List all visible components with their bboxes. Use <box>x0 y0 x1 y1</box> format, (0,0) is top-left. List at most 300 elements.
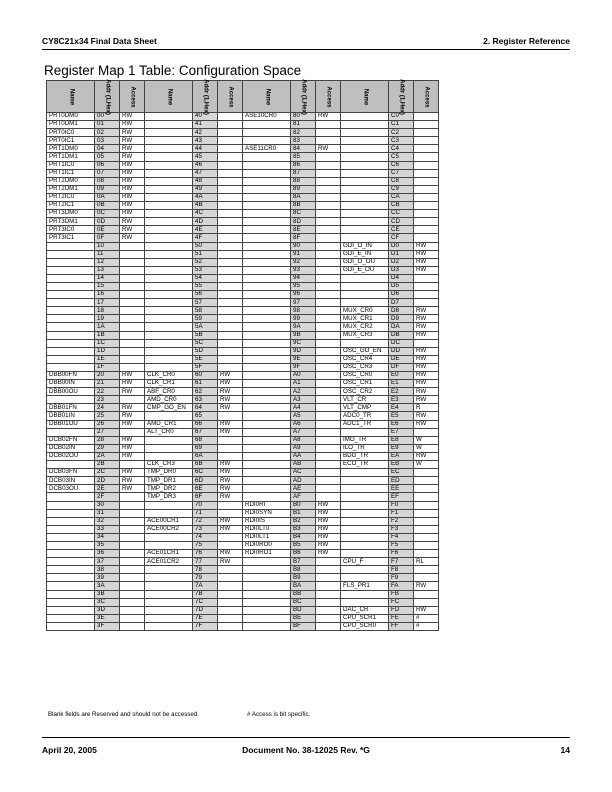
register-address: C9 <box>389 185 414 193</box>
register-name: OSC_CR1 <box>341 380 389 388</box>
register-name <box>243 210 291 218</box>
page-header <box>42 36 570 50</box>
register-access: RW <box>120 420 145 428</box>
register-name <box>341 501 389 509</box>
register-access <box>218 347 243 355</box>
register-access <box>218 315 243 323</box>
register-access <box>316 161 341 169</box>
register-address: 17 <box>95 299 120 307</box>
register-address: FE <box>389 614 414 622</box>
register-address: CA <box>389 193 414 201</box>
register-access: RW <box>120 202 145 210</box>
register-name <box>341 477 389 485</box>
register-name: ASE11CR0 <box>243 145 291 153</box>
register-access <box>316 185 341 193</box>
table-row <box>47 412 439 420</box>
register-address: AF <box>291 493 316 501</box>
register-name <box>47 274 95 282</box>
register-access <box>120 339 145 347</box>
register-access <box>316 606 341 614</box>
register-name: ASE10CR0 <box>243 113 291 121</box>
register-address: 3D <box>95 606 120 614</box>
register-address: EB <box>389 461 414 469</box>
register-name <box>47 355 95 363</box>
register-access: RW <box>414 258 439 266</box>
register-address: F1 <box>389 509 414 517</box>
table-row <box>47 420 439 428</box>
register-name <box>341 566 389 574</box>
table-row <box>47 558 439 566</box>
register-access <box>316 380 341 388</box>
register-name: MUX_CR3 <box>341 331 389 339</box>
register-address: 2E <box>95 485 120 493</box>
table-row <box>47 436 439 444</box>
register-name: CMP_GO_EN <box>145 404 193 412</box>
register-name <box>243 372 291 380</box>
register-name: PRT1DM0 <box>47 145 95 153</box>
register-address: 52 <box>193 258 218 266</box>
register-address: 46 <box>193 161 218 169</box>
register-address: 87 <box>291 169 316 177</box>
register-access <box>316 137 341 145</box>
register-address: 67 <box>193 428 218 436</box>
register-name <box>47 517 95 525</box>
register-access <box>316 590 341 598</box>
register-name <box>341 282 389 290</box>
register-address: AB <box>291 461 316 469</box>
register-access <box>218 355 243 363</box>
register-address: 28 <box>95 436 120 444</box>
register-address: 01 <box>95 121 120 129</box>
register-name <box>145 501 193 509</box>
register-access <box>414 598 439 606</box>
register-address: 7B <box>193 590 218 598</box>
register-access <box>218 145 243 153</box>
register-address: 66 <box>193 420 218 428</box>
register-name <box>341 226 389 234</box>
register-name: PRT1IC1 <box>47 169 95 177</box>
register-address: 1E <box>95 355 120 363</box>
register-name <box>47 250 95 258</box>
register-access: RW <box>316 541 341 549</box>
register-address: 82 <box>291 129 316 137</box>
register-name <box>145 129 193 137</box>
register-address: 3B <box>95 590 120 598</box>
register-address: E3 <box>389 396 414 404</box>
register-name <box>145 541 193 549</box>
register-address: 05 <box>95 153 120 161</box>
table-row <box>47 550 439 558</box>
register-access <box>316 226 341 234</box>
table-row <box>47 444 439 452</box>
table-row <box>47 428 439 436</box>
register-access <box>218 202 243 210</box>
register-address: DD <box>389 347 414 355</box>
register-address: 5F <box>193 363 218 371</box>
register-address: 0D <box>95 218 120 226</box>
register-name <box>47 315 95 323</box>
register-access: RW <box>218 388 243 396</box>
register-name <box>243 558 291 566</box>
register-address: BD <box>291 606 316 614</box>
table-row <box>47 339 439 347</box>
register-access <box>120 509 145 517</box>
section-title: 2. Register Reference <box>483 36 570 46</box>
register-address: 96 <box>291 291 316 299</box>
register-access <box>316 582 341 590</box>
register-name <box>47 574 95 582</box>
register-name: PRT2IC0 <box>47 193 95 201</box>
register-name <box>47 323 95 331</box>
register-address: B0 <box>291 501 316 509</box>
register-address: 6D <box>193 477 218 485</box>
register-address: 77 <box>193 558 218 566</box>
register-address: 2A <box>95 452 120 460</box>
register-access: RW <box>218 461 243 469</box>
register-access <box>316 193 341 201</box>
register-address: EF <box>389 493 414 501</box>
register-name <box>243 323 291 331</box>
register-name <box>145 291 193 299</box>
register-address: BB <box>291 590 316 598</box>
register-address: 0C <box>95 210 120 218</box>
register-access <box>414 185 439 193</box>
register-name <box>341 169 389 177</box>
register-access <box>120 291 145 299</box>
register-address: 07 <box>95 169 120 177</box>
register-name <box>341 509 389 517</box>
register-address: A2 <box>291 388 316 396</box>
register-address: C2 <box>389 129 414 137</box>
register-access <box>120 501 145 509</box>
register-address: DA <box>389 323 414 331</box>
register-name <box>47 331 95 339</box>
register-access <box>316 428 341 436</box>
register-access <box>120 242 145 250</box>
register-name <box>243 129 291 137</box>
register-access <box>120 282 145 290</box>
register-name <box>145 315 193 323</box>
register-name <box>47 258 95 266</box>
register-name: OSC_CR4 <box>341 355 389 363</box>
register-access <box>316 307 341 315</box>
access-header <box>414 81 439 113</box>
register-access: RW <box>120 169 145 177</box>
register-access <box>414 282 439 290</box>
register-address: A9 <box>291 444 316 452</box>
register-access: RW <box>414 331 439 339</box>
register-address: 95 <box>291 282 316 290</box>
register-address: 3C <box>95 598 120 606</box>
table-row <box>47 461 439 469</box>
register-access <box>218 113 243 121</box>
register-name: RDI0RI <box>243 501 291 509</box>
register-access <box>120 517 145 525</box>
register-address: 04 <box>95 145 120 153</box>
register-access <box>316 331 341 339</box>
register-access <box>120 614 145 622</box>
register-name <box>243 242 291 250</box>
register-address: A8 <box>291 436 316 444</box>
table-row <box>47 501 439 509</box>
register-access: RW <box>120 210 145 218</box>
table-row <box>47 355 439 363</box>
register-name <box>47 266 95 274</box>
register-address: 34 <box>95 533 120 541</box>
register-name <box>341 274 389 282</box>
register-name <box>243 622 291 630</box>
table-row <box>47 234 439 242</box>
register-access: RW <box>414 363 439 371</box>
register-address: CE <box>389 226 414 234</box>
name-header <box>47 81 95 113</box>
table-row <box>47 404 439 412</box>
reserved-note: Blank fields are Reserved and should not be accessed. <box>48 711 199 718</box>
column-header-label: Addr (1,Hex) <box>202 78 209 115</box>
register-access <box>316 598 341 606</box>
column-header-label: Access <box>129 85 136 108</box>
table-row <box>47 121 439 129</box>
register-address: ED <box>389 477 414 485</box>
register-address: C6 <box>389 161 414 169</box>
register-name <box>243 315 291 323</box>
register-address: DE <box>389 355 414 363</box>
column-header-label: Addr (1,Hex) <box>398 78 405 115</box>
register-address: 72 <box>193 517 218 525</box>
register-address: EA <box>389 452 414 460</box>
register-address: 29 <box>95 444 120 452</box>
register-access <box>218 193 243 201</box>
register-address: FD <box>389 606 414 614</box>
register-access <box>120 258 145 266</box>
register-access: RW <box>414 315 439 323</box>
register-address: 54 <box>193 274 218 282</box>
table-row <box>47 509 439 517</box>
register-access <box>120 606 145 614</box>
register-access <box>120 582 145 590</box>
register-name: ACE00CR1 <box>145 517 193 525</box>
register-address: 39 <box>95 574 120 582</box>
register-access <box>218 299 243 307</box>
register-name: OSC_CR2 <box>341 388 389 396</box>
register-access <box>218 574 243 582</box>
register-access <box>316 315 341 323</box>
register-access <box>316 250 341 258</box>
table-row <box>47 307 439 315</box>
register-address: 9B <box>291 331 316 339</box>
table-row <box>47 363 439 371</box>
register-access <box>414 226 439 234</box>
register-access <box>316 129 341 137</box>
register-access <box>316 469 341 477</box>
register-address: C3 <box>389 137 414 145</box>
register-name <box>145 355 193 363</box>
table-row <box>47 315 439 323</box>
register-name <box>145 574 193 582</box>
register-address: B8 <box>291 566 316 574</box>
register-address: CB <box>389 202 414 210</box>
register-name <box>243 282 291 290</box>
register-name: ADC1_TR <box>341 420 389 428</box>
register-name <box>47 614 95 622</box>
register-address: F4 <box>389 533 414 541</box>
register-address: 68 <box>193 436 218 444</box>
register-address: D7 <box>389 299 414 307</box>
register-access: RW <box>414 380 439 388</box>
register-access: RW <box>316 533 341 541</box>
register-name <box>341 550 389 558</box>
register-address: 9C <box>291 339 316 347</box>
register-access: RW <box>414 307 439 315</box>
register-address: 4F <box>193 234 218 242</box>
register-address: 3A <box>95 582 120 590</box>
register-name <box>243 137 291 145</box>
register-access <box>218 331 243 339</box>
register-address: E7 <box>389 428 414 436</box>
register-address: D6 <box>389 291 414 299</box>
register-address: 00 <box>95 113 120 121</box>
register-access <box>316 558 341 566</box>
register-access <box>414 161 439 169</box>
register-access <box>218 566 243 574</box>
register-access <box>414 129 439 137</box>
column-header-label: Access <box>325 85 332 108</box>
access-header <box>120 81 145 113</box>
register-address: 26 <box>95 420 120 428</box>
register-name <box>47 347 95 355</box>
register-access <box>120 550 145 558</box>
register-name <box>341 469 389 477</box>
register-name <box>145 299 193 307</box>
register-name <box>145 509 193 517</box>
register-address: 2D <box>95 477 120 485</box>
register-name <box>145 614 193 622</box>
register-name <box>341 185 389 193</box>
register-name <box>243 606 291 614</box>
register-access: W <box>414 436 439 444</box>
register-access: RW <box>218 517 243 525</box>
register-name: IMO_TR <box>341 436 389 444</box>
register-address: 97 <box>291 299 316 307</box>
register-name: PRT0IC1 <box>47 137 95 145</box>
register-access <box>316 493 341 501</box>
register-name: OSC_CR3 <box>341 363 389 371</box>
register-address: C4 <box>389 145 414 153</box>
register-address: 7C <box>193 598 218 606</box>
register-address: 7D <box>193 606 218 614</box>
page-number: 14 <box>560 745 570 755</box>
register-name: DBB00IN <box>47 380 95 388</box>
register-address: 21 <box>95 380 120 388</box>
register-access <box>414 177 439 185</box>
register-name <box>47 566 95 574</box>
register-name: GDI_E_OU <box>341 266 389 274</box>
register-access <box>316 258 341 266</box>
register-name <box>145 347 193 355</box>
register-name <box>243 121 291 129</box>
register-access: # <box>414 622 439 630</box>
register-access: RW <box>120 404 145 412</box>
register-name: MUX_CR0 <box>341 307 389 315</box>
register-address: 14 <box>95 274 120 282</box>
register-access: RW <box>414 606 439 614</box>
register-address: 0A <box>95 193 120 201</box>
register-access: RW <box>218 420 243 428</box>
register-access: RW <box>414 250 439 258</box>
register-address: BC <box>291 598 316 606</box>
register-access: RW <box>120 469 145 477</box>
register-name <box>145 226 193 234</box>
register-access <box>414 509 439 517</box>
register-address: A0 <box>291 372 316 380</box>
register-name: PRT3IC1 <box>47 234 95 242</box>
table-row <box>47 242 439 250</box>
register-address: 5C <box>193 339 218 347</box>
register-name <box>145 137 193 145</box>
register-access: RW <box>414 355 439 363</box>
register-access: W <box>414 461 439 469</box>
register-name <box>145 582 193 590</box>
register-address: 85 <box>291 153 316 161</box>
register-map-table <box>46 80 439 631</box>
register-access: RW <box>316 550 341 558</box>
register-access <box>316 388 341 396</box>
register-name <box>145 161 193 169</box>
register-name <box>145 169 193 177</box>
register-name <box>243 485 291 493</box>
register-name <box>47 299 95 307</box>
register-access: RW <box>218 525 243 533</box>
register-name <box>145 444 193 452</box>
table-row <box>47 372 439 380</box>
register-address: 81 <box>291 121 316 129</box>
register-address: 84 <box>291 145 316 153</box>
register-name <box>243 153 291 161</box>
register-address: 94 <box>291 274 316 282</box>
register-access <box>120 363 145 371</box>
register-access: RW <box>414 388 439 396</box>
register-access <box>316 274 341 282</box>
register-access <box>316 202 341 210</box>
table-row <box>47 380 439 388</box>
register-name <box>341 493 389 501</box>
register-address: 71 <box>193 509 218 517</box>
register-access: RW <box>120 380 145 388</box>
register-address: 12 <box>95 258 120 266</box>
register-access: RW <box>120 444 145 452</box>
register-access: RW <box>414 323 439 331</box>
register-name <box>243 307 291 315</box>
register-address: 92 <box>291 258 316 266</box>
register-address: 3F <box>95 622 120 630</box>
register-address: 7F <box>193 622 218 630</box>
column-header-label: Addr (1,Hex) <box>104 78 111 115</box>
register-access: RW <box>120 372 145 380</box>
register-address: 43 <box>193 137 218 145</box>
register-name <box>243 428 291 436</box>
column-header-label: Access <box>227 85 234 108</box>
register-name <box>341 145 389 153</box>
register-access <box>120 323 145 331</box>
register-access: RW <box>120 161 145 169</box>
register-address: 03 <box>95 137 120 145</box>
register-name: ACE01CR1 <box>145 550 193 558</box>
register-address: 62 <box>193 388 218 396</box>
table-row <box>47 177 439 185</box>
register-access <box>120 558 145 566</box>
register-address: C1 <box>389 121 414 129</box>
register-name <box>341 541 389 549</box>
